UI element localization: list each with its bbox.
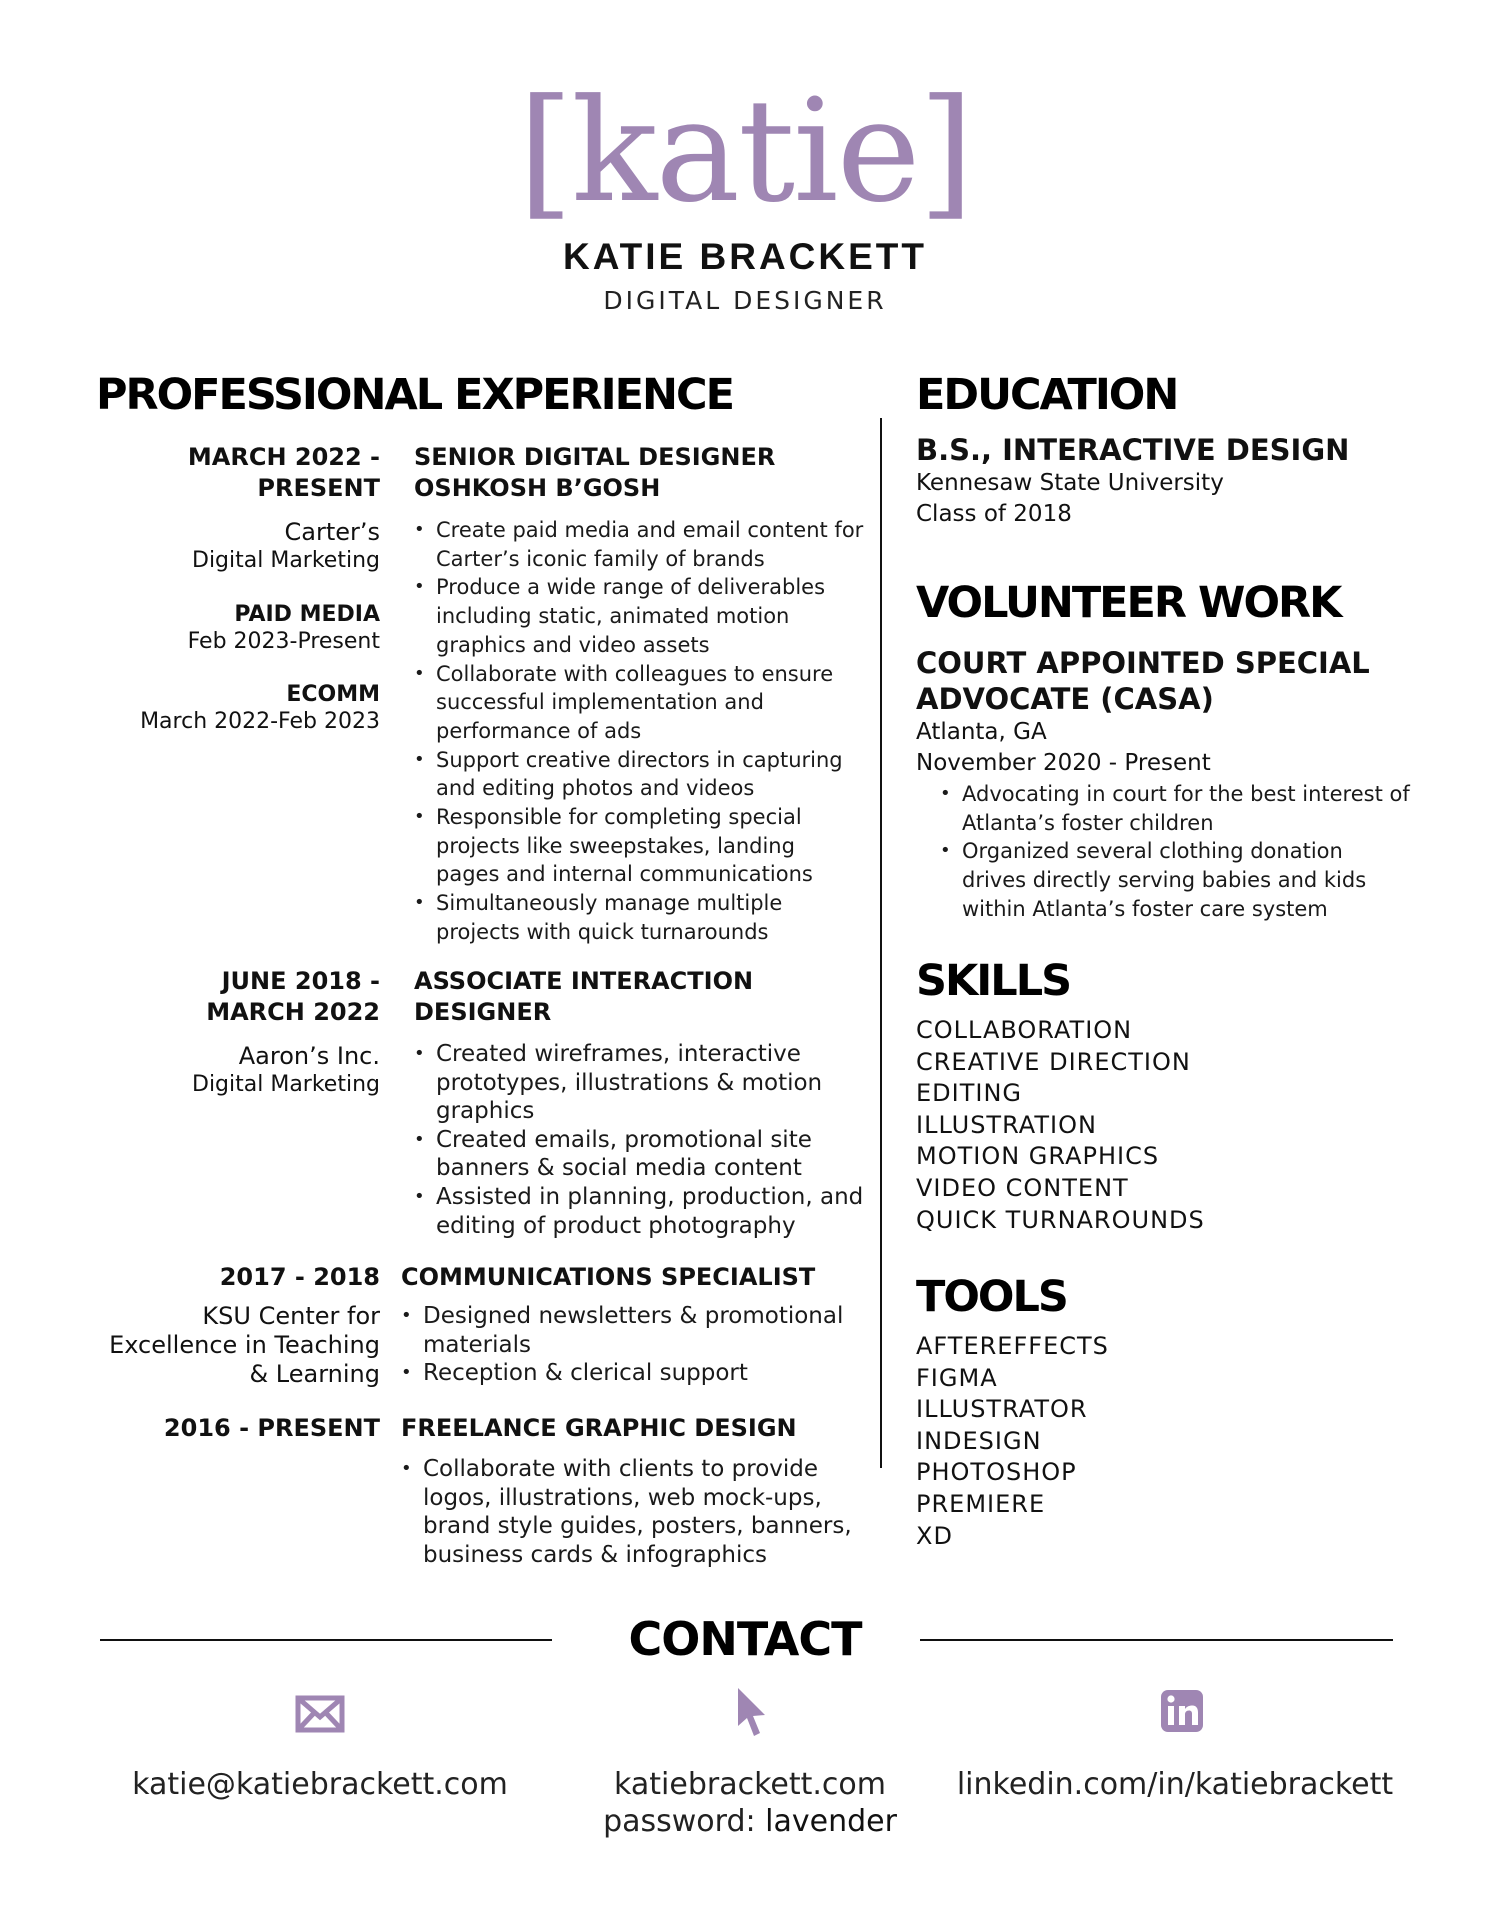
job-date-start: MARCH 2022 - [187, 443, 380, 471]
sub-role [70, 681, 380, 735]
list-item: QUICK TURNAROUNDS [916, 1205, 1205, 1234]
email-link[interactable]: katie@katiebrackett.com [132, 1767, 508, 1802]
list-item: CREATIVE DIRECTION [916, 1047, 1191, 1076]
org-name: Carter’s [284, 518, 380, 546]
list-item: MOTION GRAPHICS [916, 1142, 1160, 1171]
job-title: SENIOR DIGITAL DESIGNER [414, 443, 776, 471]
job-dates [70, 966, 380, 1028]
job-bullets [414, 516, 864, 947]
contact-heading: CONTACT [628, 1612, 862, 1666]
job-dates [70, 1262, 380, 1293]
sub-role-dates: March 2022-Feb 2023 [140, 709, 380, 734]
org-name: KSU Center for [202, 1302, 380, 1330]
skills-heading: SKILLS [916, 956, 1071, 1006]
volunteer-heading: VOLUNTEER WORK [916, 578, 1341, 628]
experience-heading: PROFESSIONAL EXPERIENCE [96, 370, 733, 420]
degree: B.S., INTERACTIVE DESIGN [916, 433, 1350, 467]
list-item: XD [916, 1521, 953, 1550]
list-item: • Reception & clerical support [401, 1359, 867, 1388]
list-item: • Created emails, promotional site banners & social media content [414, 1126, 870, 1183]
list-item: • Advocating in court for the best interest of Atlanta’s foster children [940, 780, 1410, 837]
logo: [katie] [517, 69, 973, 234]
sub-role [70, 601, 380, 655]
list-item: ILLUSTRATION [916, 1110, 1097, 1139]
password-label: password: [603, 1804, 756, 1839]
job-title: FREELANCE GRAPHIC DESIGN [401, 1414, 797, 1442]
org-department: Digital Marketing [192, 548, 380, 573]
job-company: OSHKOSH B’GOSH [414, 474, 661, 502]
list-item: FIGMA [916, 1363, 998, 1392]
list-item: • Produce a wide range of deliverables including static, animated motion graphics and video assets [414, 573, 864, 659]
list-item: • Collaborate with colleagues to ensure successful implementation and performance of ads [414, 660, 864, 746]
list-item: • Create paid media and email content for Carter’s iconic family of brands [414, 516, 864, 573]
volunteer-bullets [940, 780, 1410, 924]
org-name-cont: & Learning [249, 1360, 380, 1388]
list-item: INDESIGN [916, 1426, 1042, 1455]
skills-list [916, 1015, 1456, 1236]
column-divider [880, 418, 882, 1468]
job-bullets [401, 1302, 867, 1388]
volunteer-dates: November 2020 - Present [916, 750, 1211, 776]
linkedin-link[interactable]: linkedin.com/in/katiebrackett [956, 1767, 1394, 1802]
list-item: AFTEREFFECTS [916, 1332, 1109, 1360]
job-title: ASSOCIATE INTERACTION [414, 967, 754, 995]
job-date-end: MARCH 2022 [206, 998, 380, 1026]
job-org [70, 518, 380, 575]
volunteer-title: COURT APPOINTED SPECIAL [916, 646, 1370, 680]
list-item: VIDEO CONTENT [916, 1173, 1129, 1202]
org-name-cont: Excellence in Teaching [109, 1331, 380, 1359]
list-item: • Assisted in planning, production, and editing of product photography [414, 1183, 870, 1240]
job-org [70, 1302, 380, 1389]
envelope-icon [290, 1686, 350, 1742]
job-dates [70, 442, 380, 504]
tools-heading: TOOLS [916, 1272, 1067, 1322]
job-date-end: PRESENT [257, 474, 380, 502]
password-line [580, 1803, 920, 1840]
job-title-block [414, 442, 874, 504]
list-item: • Created wireframes, interactive prototypes, illustrations & motion graphics [414, 1040, 870, 1126]
list-item: PHOTOSHOP [916, 1458, 1077, 1487]
full-name: KATIE BRACKETT [562, 236, 927, 277]
job-org [70, 1042, 380, 1099]
job-title: COMMUNICATIONS SPECIALIST [401, 1263, 816, 1291]
list-item: COLLABORATION [916, 1016, 1133, 1044]
job-bullets [401, 1455, 867, 1569]
job-date-start: JUNE 2018 - [221, 967, 380, 995]
cursor-icon [728, 1686, 788, 1742]
list-item: • Organized several clothing donation drives directly serving babies and kids within Atlanta’s foster care system [940, 837, 1410, 923]
list-item: EDITING [916, 1079, 1023, 1108]
job-title-block [401, 1413, 871, 1444]
org-department: Digital Marketing [192, 1072, 380, 1097]
education-heading: EDUCATION [916, 370, 1178, 420]
job-role: DIGITAL DESIGNER [603, 286, 887, 315]
school: Kennesaw State University [916, 470, 1224, 496]
list-item: ILLUSTRATOR [916, 1395, 1088, 1424]
job-title-block [414, 966, 874, 1028]
volunteer-block [916, 645, 1456, 779]
volunteer-location: Atlanta, GA [916, 719, 1047, 745]
education-block [916, 432, 1456, 530]
website-block [580, 1766, 920, 1840]
list-item: • Designed newsletters & promotional materials [401, 1302, 867, 1359]
job-dates [70, 1413, 380, 1444]
list-item: • Responsible for completing special projects like sweepstakes, landing pages and internal communications [414, 803, 864, 889]
graduation-year: Class of 2018 [916, 501, 1072, 527]
tools-list [916, 1331, 1456, 1552]
org-name: Aaron’s Inc. [238, 1042, 380, 1070]
job-title-cont: DESIGNER [414, 998, 552, 1026]
job-date-range: 2016 - PRESENT [163, 1414, 380, 1442]
website-link[interactable]: katiebrackett.com [614, 1767, 886, 1802]
linkedin-icon [1153, 1686, 1213, 1742]
sub-role-label: PAID MEDIA [234, 602, 380, 627]
password-value: lavender [765, 1804, 897, 1839]
list-item: • Collaborate with clients to provide logos, illustrations, web mock-ups, brand style guides, posters, banners, business cards & infographics [401, 1455, 867, 1569]
job-title-block [401, 1262, 871, 1293]
job-bullets [414, 1040, 870, 1240]
list-item: • Simultaneously manage multiple projects with quick turnarounds [414, 889, 864, 946]
list-item: PREMIERE [916, 1489, 1046, 1518]
volunteer-title-cont: ADVOCATE (CASA) [916, 682, 1214, 716]
job-date-range: 2017 - 2018 [219, 1263, 380, 1291]
list-item: • Support creative directors in capturing and editing photos and videos [414, 746, 864, 803]
sub-role-label: ECOMM [286, 682, 380, 707]
sub-role-dates: Feb 2023-Present [187, 629, 380, 654]
